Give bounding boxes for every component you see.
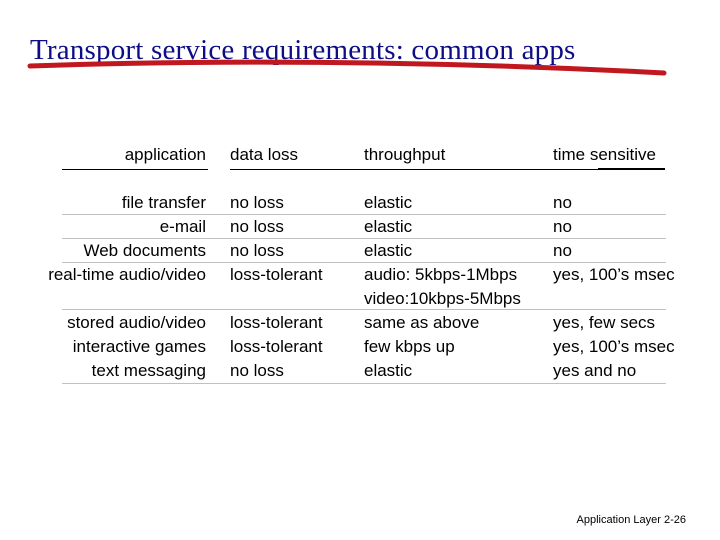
row-4-time-sensitive: yes, 100’s msec [553,265,675,284]
footer-page-number: 2-26 [663,514,686,526]
row-7-data-loss: no loss [230,361,284,380]
slide-title: Transport service requirements: common apps [30,34,576,66]
row-4-throughput: audio: 5kbps-1Mbps [364,265,518,284]
row-5-data-loss: loss-tolerant [230,313,323,332]
row-6-application: interactive games [72,337,206,356]
row-4b-throughput: video:10kbps-5Mbps [364,289,521,308]
table-bottom-rule [62,383,666,384]
row-1-application: file transfer [121,193,206,212]
header-application: application [124,145,206,164]
row-divider [62,214,666,215]
row-3-application: Web documents [83,241,206,260]
header-rule-application [62,169,208,170]
row-6-time-sensitive: yes, 100’s msec [553,337,675,356]
row-5-time-sensitive: yes, few secs [553,313,656,332]
row-7-throughput: elastic [364,361,413,380]
row-divider [62,238,666,239]
row-2-data-loss: no loss [230,217,284,236]
row-1-throughput: elastic [364,193,413,212]
row-divider [62,262,666,263]
row-7-time-sensitive: yes and no [553,361,637,380]
row-3-throughput: elastic [364,241,413,260]
title-underline [0,0,720,90]
row-3-time-sensitive: no [553,241,572,260]
header-rule-time [598,168,665,170]
row-5-throughput: same as above [364,313,480,332]
row-4-data-loss: loss-tolerant [230,265,323,284]
row-6-throughput: few kbps up [364,337,455,356]
row-divider [62,309,666,310]
footer-label: Application Layer [576,514,661,526]
row-6-data-loss: loss-tolerant [230,337,323,356]
row-1-data-loss: no loss [230,193,284,212]
slide-footer [577,514,686,526]
row-4-application: real-time audio/video [48,265,206,284]
row-3-data-loss: no loss [230,241,284,260]
header-throughput: throughput [364,145,446,164]
row-7-application: text messaging [91,361,206,380]
row-1-time-sensitive: no [553,193,572,212]
row-5-application: stored audio/video [67,313,206,332]
header-data-loss: data loss [230,145,299,164]
row-2-application: e-mail [159,217,206,236]
header-time-sensitive: time sensitive [553,145,656,164]
row-2-time-sensitive: no [553,217,572,236]
header-rule-middle [230,169,600,170]
row-2-throughput: elastic [364,217,413,236]
